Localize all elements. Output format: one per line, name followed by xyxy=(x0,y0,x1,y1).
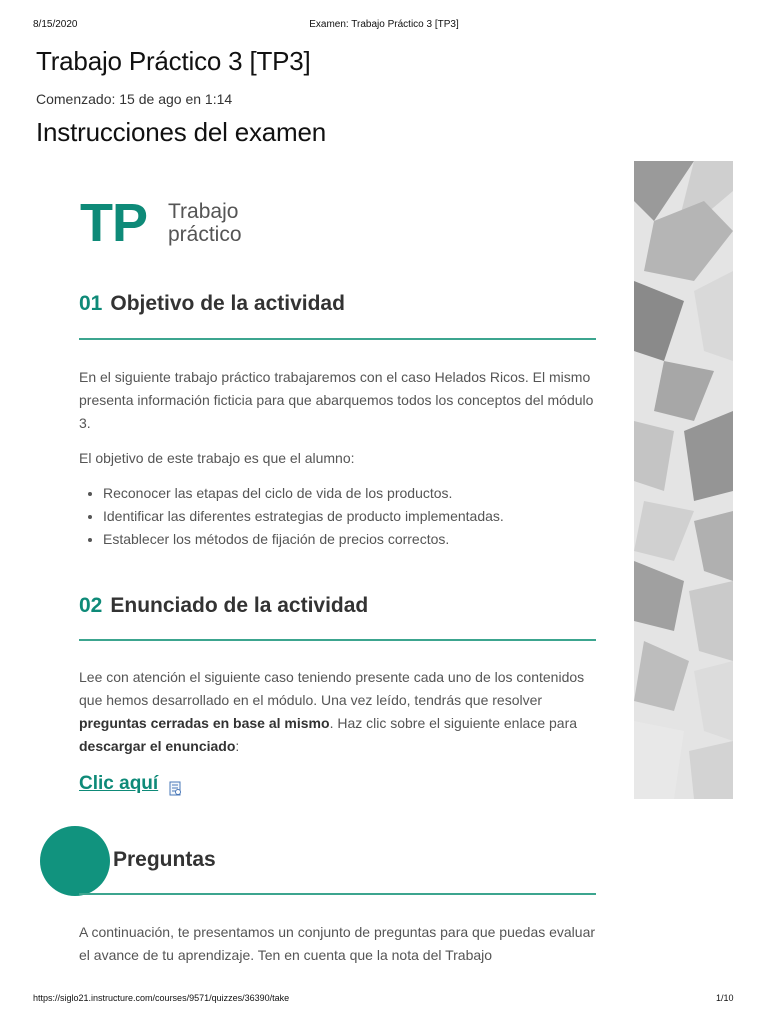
download-statement-link[interactable]: Clic aquí xyxy=(79,773,159,794)
print-page-number: 1/10 xyxy=(716,993,734,1003)
list-item: • Reconocer las etapas del ciclo de vida de los productos. xyxy=(103,482,603,505)
objectives-list xyxy=(79,482,603,551)
section-3-circle-decoration xyxy=(40,826,110,896)
section-2-heading xyxy=(79,594,368,618)
section-1-heading xyxy=(79,292,345,316)
tp-logo-word-line2: práctico xyxy=(168,223,242,246)
section-1-divider xyxy=(79,338,596,340)
section-2-text-1: Lee con atención el siguiente caso teniendo presente cada uno de los contenidos que hemos desarrollado en el módulo. Una vez leído, tendrás que resolver xyxy=(79,669,585,708)
list-item: • Identificar las diferentes estrategias de producto implementadas. xyxy=(103,505,603,528)
tp-logo-word xyxy=(168,200,242,246)
section-2-title: Enunciado de la actividad xyxy=(110,594,369,617)
section-2-bold-1: preguntas cerradas en base al mismo xyxy=(79,715,330,731)
section-3-paragraph: A continuación, te presentamos un conjunto de preguntas para que puedas evaluar el avance de tu aprendizaje. Ten en cuenta que la nota del Trabajo xyxy=(79,924,596,963)
section-1-title: Objetivo de la actividad xyxy=(110,292,345,315)
section-2-bold-2: descargar el enunciado xyxy=(79,738,236,754)
tp-logo-word-line1: Trabajo xyxy=(168,200,239,223)
tp-logo-mark: TP xyxy=(80,193,148,253)
decorative-banner-image xyxy=(634,161,733,799)
quiz-title: Trabajo Práctico 3 [TP3] xyxy=(36,46,311,76)
section-1-number: 01 xyxy=(79,292,103,315)
section-2-paragraph xyxy=(79,666,599,758)
section-3-divider xyxy=(79,893,596,895)
print-url: https://siglo21.instructure.com/courses/9571/quizzes/36390/take xyxy=(33,993,290,1003)
section-1-paragraph-1: En el siguiente trabajo práctico trabajaremos con el caso Helados Ricos. El mismo presenta información ficticia para que abarquemos todos los conceptos del módulo 3. xyxy=(79,369,594,431)
print-page-title: Examen: Trabajo Práctico 3 [TP3] xyxy=(309,19,459,30)
instructions-heading: Instrucciones del examen xyxy=(36,117,327,147)
section-2-number: 02 xyxy=(79,594,103,617)
section-2-text-3: : xyxy=(235,738,240,754)
section-1-paragraph-2: El objetivo de este trabajo es que el alumno: xyxy=(79,450,355,466)
print-date: 8/15/2020 xyxy=(33,19,78,30)
document-file-icon[interactable] xyxy=(169,781,182,796)
list-item: • Establecer los métodos de fijación de precios correctos. xyxy=(103,528,603,551)
section-2-divider xyxy=(79,639,596,641)
geometric-pattern-icon xyxy=(634,161,733,799)
started-timestamp: Comenzado: 15 de ago en 1:14 xyxy=(36,91,233,107)
section-2-text-2: . Haz clic sobre el siguiente enlace para xyxy=(329,715,578,731)
section-3-title: Preguntas xyxy=(113,848,216,871)
